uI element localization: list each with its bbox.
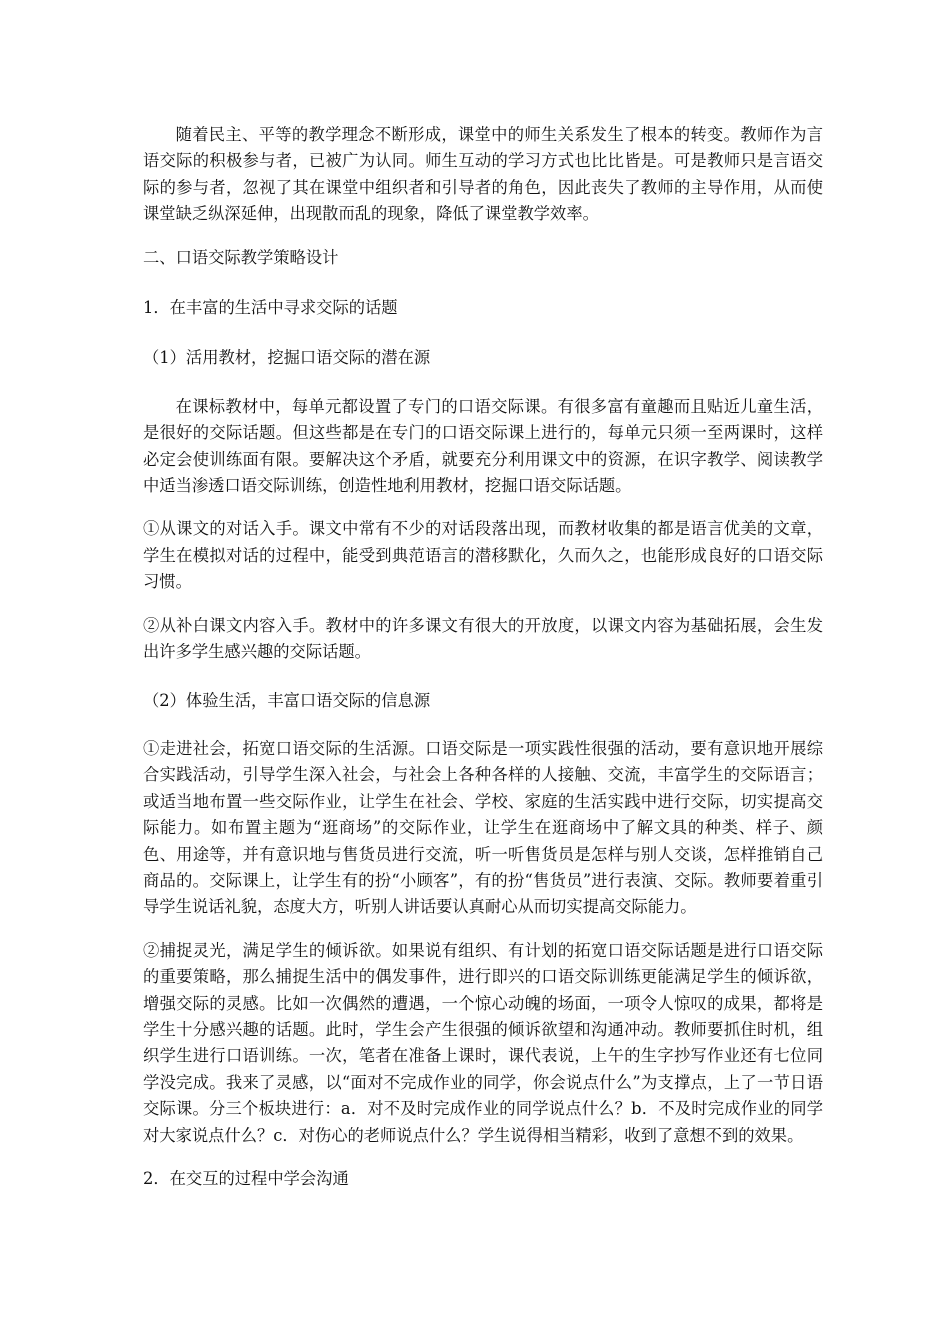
section-heading: 二、口语交际教学策略设计 bbox=[143, 247, 339, 267]
point-heading-1: （1）活用教材，挖掘口语交际的潜在源 bbox=[143, 348, 431, 368]
paragraph-intro: 随着民主、平等的教学理念不断形成，课堂中的师生关系发生了根本的转变。教师作为言语交际的积极参与者，已被广为认同。师生互动的学习方式也比比皆是。可是教师只是言语交际的参与者，忽视了其在课堂中组织者和引导者的角色，因此丧失了教师的主导作用，从而使课堂缺乏纵深延伸，出现散而乱的现象，降低了课堂教学效率。 bbox=[143, 125, 823, 224]
paragraph-society: ①走进社会，拓宽口语交际的生活源。口语交际是一项实践性很强的活动，要有意识地开展综合实践活动，引导学生深入社会，与社会上各种各样的人接触、交流，丰富学生的交际语言；或适当地布置一些交际作业，让学生在社会、学校、家庭的生活实践中进行交际，切实提高交际能力。如布置主题为“逛商场”的交际作业，让学生在逛商场中了解文具的种类、样子、颜色、用途等，并有意识地与售货员进行交流，听一听售货员是怎样与别人交谈，怎样推销自己商品的。交际课上，让学生有的扮“小顾客”，有的扮“售货员”进行表演、交际。教师要着重引导学生说话礼貌，态度大方，听别人讲话要认真耐心从而切实提高交际能力。 bbox=[143, 738, 823, 917]
subsection-heading-2: 2．在交互的过程中学会沟通 bbox=[143, 1169, 349, 1188]
paragraph-supplement: ②从补白课文内容入手。教材中的许多课文有很大的开放度，以课文内容为基础拓展，会生发出许多学生感兴趣的交际话题。 bbox=[143, 615, 823, 662]
subsection-heading-1: 1．在丰富的生活中寻求交际的话题 bbox=[143, 298, 398, 318]
document-page bbox=[143, 122, 823, 1209]
paragraph-dialogue: ①从课文的对话入手。课文中常有不少的对话段落出现，而教材收集的都是语言优美的文章，学生在模拟对话的过程中，能受到典范语言的潜移默化，久而久之，也能形成良好的口语交际习惯。 bbox=[143, 519, 823, 592]
paragraph-textbook: 在课标教材中，每单元都设置了专门的口语交际课。有很多富有童趣而且贴近儿童生活，是很好的交际话题。但这些都是在专门的口语交际课上进行的，每单元只须一至两课时，这样必定会使训练面有限。要解决这个矛盾，就要充分利用课文中的资源，在识字教学、阅读教学中适当渗透口语交际训练，创造性地利用教材，挖掘口语交际话题。 bbox=[143, 396, 823, 496]
paragraph-inspiration: ②捕捉灵光，满足学生的倾诉欲。如果说有组织、有计划的拓宽口语交际话题是进行口语交际的重要策略，那么捕捉生活中的偶发事件，进行即兴的口语交际训练更能满足学生的倾诉欲，增强交际的灵感。比如一次偶然的遭遇，一个惊心动魄的场面，一项令人惊叹的成果，都将是学生十分感兴趣的话题。此时，学生会产生很强的倾诉欲望和沟通冲动。教师要抓住时机，组织学生进行口语训练。一次，笔者在准备上课时，课代表说，上午的生字抄写作业还有七位同学没完成。我来了灵感，以“面对不完成作业的同学，你会说点什么”为支撑点，上了一节日语交际课。分三个板块进行：a．对不及时完成作业的同学说点什么？b．不及时完成作业的同学对大家说点什么？c．对伤心的老师说点什么？学生说得相当精彩，收到了意想不到的效果。 bbox=[143, 940, 823, 1145]
point-heading-2: （2）体验生活，丰富口语交际的信息源 bbox=[143, 690, 431, 710]
